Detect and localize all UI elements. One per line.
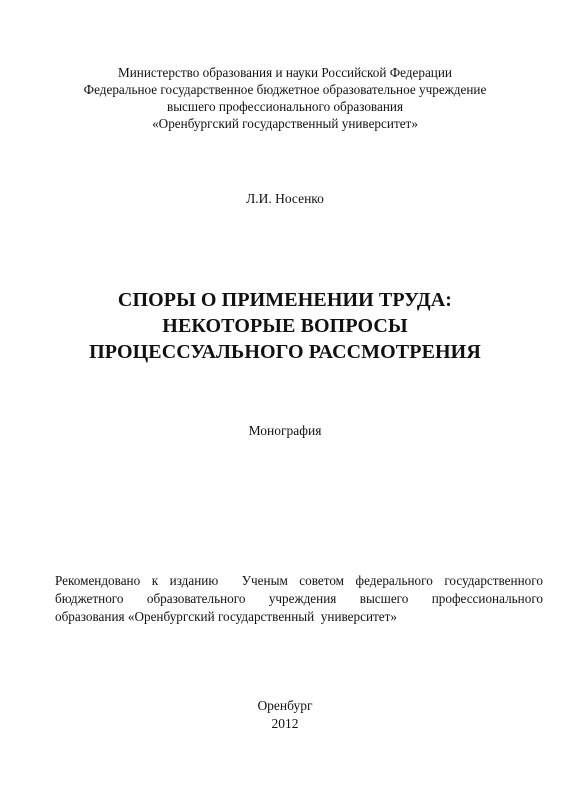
ministry-line: Министерство образования и науки Российской Федерации — [118, 65, 452, 80]
word: Ученым — [241, 573, 288, 588]
title-line-2: НЕКОТОРЫЕ ВОПРОСЫ — [162, 315, 408, 337]
word: изданию — [169, 573, 219, 588]
book-title — [0, 287, 570, 365]
word: Рекомендовано — [55, 573, 141, 588]
institution-header — [0, 64, 570, 132]
publication-genre: Монография — [248, 423, 322, 438]
education-level-line: высшего профессионального образования — [166, 99, 404, 114]
word: профессионального — [431, 591, 543, 606]
institution-type-line: Федеральное государственное бюджетное образовательное учреждение — [83, 82, 487, 97]
word: высшего — [359, 591, 409, 606]
word: советом — [299, 573, 345, 588]
author-name: Л.И. Носенко — [246, 191, 324, 206]
word: федерального — [355, 573, 433, 588]
publication-year: 2012 — [271, 716, 299, 731]
imprint — [0, 697, 570, 733]
recommendation-line-1 — [55, 572, 543, 590]
word: учреждения — [268, 591, 337, 606]
publication-city: Оренбург — [257, 698, 313, 713]
recommendation-statement — [55, 572, 543, 626]
title-line-3: ПРОЦЕССУАЛЬНОГО РАССМОТРЕНИЯ — [89, 341, 481, 363]
title-line-1: СПОРЫ О ПРИМЕНЕНИИ ТРУДА: — [117, 289, 453, 311]
university-name-line: «Оренбургский государственный университет» — [152, 116, 418, 131]
recommendation-line-2 — [55, 590, 543, 608]
word: государственного — [444, 573, 543, 588]
word: к — [151, 573, 159, 588]
recommendation-line-3: образования «Оренбургский государственный университет» — [55, 609, 397, 624]
word: образовательного — [146, 591, 246, 606]
word: бюджетного — [55, 591, 124, 606]
